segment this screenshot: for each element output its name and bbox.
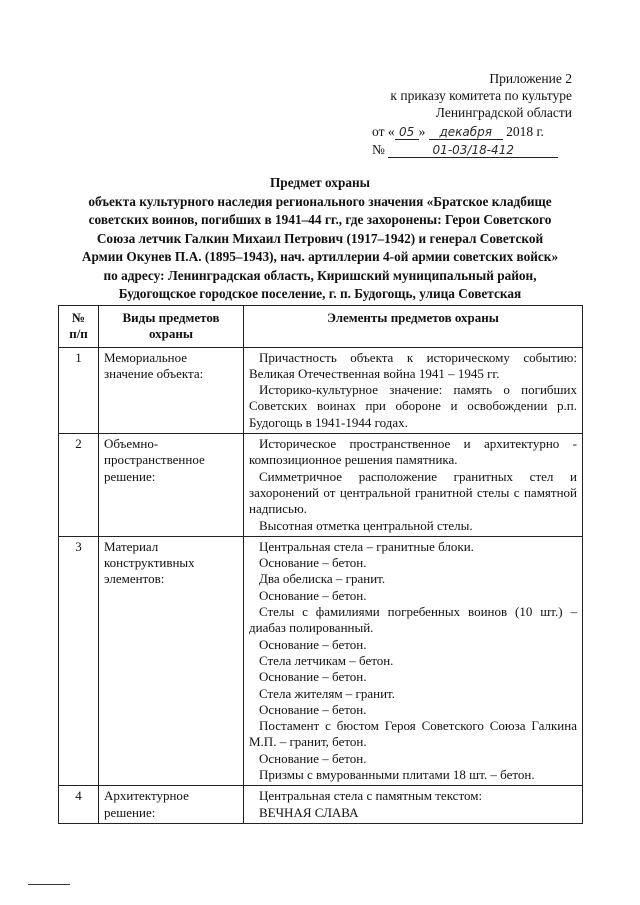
element-item: Основание – бетон.	[259, 555, 367, 571]
title-line: Союза летчик Галкин Михаил Петрович (1917–1942) и генерал Советской	[96, 230, 544, 246]
element-item: Центральная стела – гранитные блоки.	[259, 538, 474, 554]
element-item: Два обелиска – гранит.	[259, 571, 386, 587]
element-item: Основание – бетон.	[259, 636, 367, 652]
appendix-label: Приложение 2	[489, 71, 572, 86]
protection-type: Объемно-пространственное решение:	[99, 434, 244, 537]
element-item: Основание – бетон.	[259, 669, 367, 685]
element-item: Основание – бетон.	[259, 701, 367, 717]
order-number	[372, 141, 572, 158]
protection-elements	[244, 536, 583, 785]
title-line: по адресу: Ленинградская область, Киришский муниципальный район,	[103, 267, 537, 283]
element-item: Стела жителям – гранит.	[259, 685, 396, 701]
title-line: объекта культурного наследия регионального значения «Братское кладбище	[88, 193, 552, 209]
protection-elements	[244, 347, 583, 433]
document-title	[58, 174, 582, 304]
element-item: Причастность объекта к историческому событию: Великая Отечественная война 1941 – 1945 гг.	[249, 349, 577, 381]
table-body	[59, 347, 583, 823]
header-elements: Элементы предметов охраны	[244, 306, 583, 348]
title-line: Будогощское городское поселение, г. п. Будогощь, улица Советская	[118, 286, 522, 301]
element-item: Постамент с бюстом Героя Советского Союза Галкина М.П. – гранит, бетон.	[249, 718, 577, 750]
protection-type: Архитектурное решение:	[99, 786, 244, 824]
element-item: Историко-культурное значение: память о погибших Советских воинах при обороне и освобождении р.п. Будогощь в 1941-1944 годах.	[249, 382, 577, 430]
table-row	[59, 434, 583, 537]
element-item: Основание – бетон.	[259, 750, 367, 766]
table-row	[59, 786, 583, 824]
element-item: ВЕЧНАЯ СЛАВА	[259, 804, 359, 820]
protection-type: Материал конструктивных элементов:	[99, 536, 244, 785]
number-prefix: №	[372, 142, 385, 157]
header-number: № п/п	[59, 306, 99, 348]
table-header-row	[59, 306, 583, 348]
date-mid: »	[418, 124, 426, 139]
element-item: Призмы с вмурованными плитами 18 шт. – бетон.	[259, 767, 535, 783]
element-item: Историческое пространственное и архитектурно - композиционное решения памятника.	[249, 436, 577, 468]
row-number: 4	[59, 786, 99, 824]
protection-elements	[244, 434, 583, 537]
document-header	[372, 70, 572, 158]
footnote-separator	[28, 884, 70, 885]
number-handwritten: 01-03/18-412	[388, 143, 558, 158]
protection-subject-table	[58, 305, 583, 824]
order-reference: к приказу комитета по культуре	[390, 88, 572, 103]
table-row	[59, 347, 583, 433]
date-day-handwritten: 05	[395, 125, 419, 140]
date-year: 2018 г.	[506, 124, 544, 139]
title-line: Армии Окунев П.А. (1895–1943), нач. артиллерии 4-ой армии советских войск»	[81, 249, 559, 264]
element-item: Высотная отметка центральной стелы.	[259, 517, 473, 533]
element-item: Стелы с фамилиями погребенных воинов (10 шт.) – диабаз полированный.	[249, 604, 577, 636]
protection-type: Мемориальное значение объекта:	[99, 347, 244, 433]
element-item: Центральная стела с памятным текстом:	[259, 788, 483, 804]
title-line: Предмет охраны	[269, 175, 371, 190]
row-number: 2	[59, 434, 99, 537]
protection-elements	[244, 786, 583, 824]
region-name: Ленинградской области	[435, 105, 572, 120]
date-month-handwritten: декабря	[429, 125, 503, 140]
title-line: советских воинов, погибших в 1941–44 гг., где захоронены: Герои Советского	[88, 212, 552, 227]
table-row	[59, 536, 583, 785]
element-item: Основание – бетон.	[259, 587, 367, 603]
header-types: Виды предметов охраны	[99, 306, 244, 348]
element-item: Симметричное расположение гранитных стел и захоронений от центральной гранитной стелы с памятной надписью.	[249, 468, 577, 517]
element-item: Стела летчикам – бетон.	[259, 652, 394, 668]
order-date	[372, 123, 572, 140]
date-prefix: от «	[372, 124, 395, 139]
row-number: 1	[59, 347, 99, 433]
row-number: 3	[59, 536, 99, 785]
